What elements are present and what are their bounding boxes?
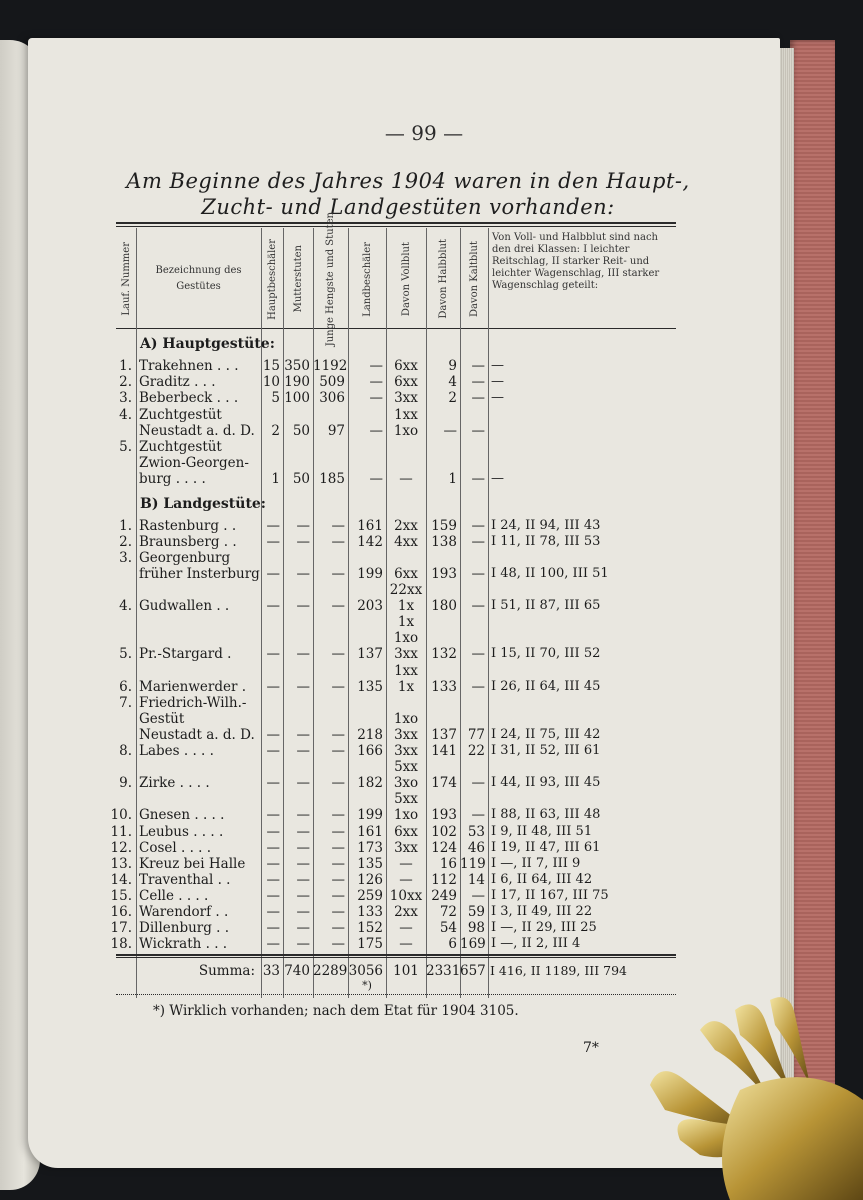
header-name: Bezeichnung des Gestütes [155, 265, 242, 292]
row-b-k: — [471, 678, 485, 695]
row-b-m: — [296, 920, 310, 937]
header-halb [426, 230, 460, 328]
row-a-voll: — [399, 471, 413, 488]
row-b-m: — [296, 807, 310, 824]
row-b-m: — [296, 823, 310, 840]
row-b-k: — [471, 598, 485, 615]
header-bottom-rule [116, 328, 676, 329]
total-l: 3056 [348, 963, 383, 979]
row-b-j: — [331, 743, 345, 759]
header-halb-label: Davon Halbblut [437, 239, 449, 319]
row-b-m: — [296, 936, 310, 953]
row-b-h: — [266, 517, 280, 534]
total-klassen: I 416, II 1189, III 794 [490, 963, 627, 978]
row-b-klassen: I 44, II 93, III 45 [491, 775, 601, 791]
row-b-hb: 112 [431, 871, 457, 888]
row-b-h: — [266, 598, 280, 615]
row-b-name: Traventhal . . [139, 871, 231, 888]
row-b-nr: 12. [110, 839, 132, 856]
row-a-nr: 1. [119, 358, 132, 374]
row-b-k: — [471, 565, 485, 582]
row-b-name: Rastenburg . . [139, 517, 237, 534]
row-b-nr: 2. [119, 533, 132, 550]
row-b-m: — [296, 533, 310, 550]
row-a-name: Zwion-Georgen- [139, 455, 249, 472]
row-b-l: 173 [357, 839, 383, 856]
row-a-j: 185 [319, 471, 345, 488]
section-b-label: B) Landgestüte: [140, 495, 266, 512]
signature-mark: 7* [583, 1040, 599, 1056]
row-b-klassen: I 15, II 70, III 52 [491, 646, 601, 662]
row-b-m: — [296, 904, 310, 920]
row-b-m: — [296, 839, 310, 856]
row-a-l: — [369, 358, 383, 374]
row-b-klassen: I 17, II 167, III 75 [491, 887, 609, 903]
total-j: 2289 [313, 963, 348, 979]
row-b-klassen: I 51, II 87, III 65 [491, 598, 601, 614]
row-b-k: — [471, 775, 485, 792]
row-b-h: — [266, 839, 280, 856]
row-a-m: 350 [284, 358, 310, 374]
row-a-voll: 6xx [394, 358, 418, 374]
row-b-m: — [296, 855, 310, 872]
row-b-hb: 16 [439, 855, 457, 872]
row-b-nr: 8. [119, 743, 132, 759]
row-b-name: Pr.-Stargard . [139, 646, 232, 663]
header-nr-label: Lauf. Nummer [120, 242, 132, 316]
row-b-l: 203 [357, 598, 383, 615]
row-b-h: — [266, 887, 280, 904]
header-voll [386, 230, 426, 328]
section-a-label: A) Hauptgestüte: [140, 336, 275, 352]
row-a-klassen: — [491, 390, 504, 406]
row-b-name: Wickrath . . . [139, 936, 228, 953]
row-b-j: — [331, 920, 345, 937]
row-a-h: 10 [262, 374, 280, 391]
row-b-name: Zirke . . . . [139, 775, 210, 792]
row-a-klassen: — [491, 358, 504, 373]
row-a-nr: 3. [119, 390, 132, 407]
row-b-k: 53 [467, 823, 485, 840]
row-a-k: — [471, 422, 485, 439]
page-title [118, 168, 698, 220]
row-a-j: 97 [327, 422, 345, 439]
row-a-hb: 1 [448, 471, 457, 488]
row-b-m: — [296, 726, 310, 743]
row-a-nr: 5. [119, 439, 132, 455]
column-divider [136, 228, 137, 998]
row-b-name: Cosel . . . . [139, 839, 212, 856]
row-b-l: 126 [357, 871, 383, 888]
row-b-k: — [471, 533, 485, 550]
total-h: 33 [262, 963, 280, 979]
row-b-voll: — [399, 936, 413, 953]
row-b-name: Gnesen . . . . [139, 807, 225, 824]
row-b-klassen: I —, II 2, III 4 [491, 936, 581, 952]
row-b-j: — [331, 533, 345, 550]
row-b-name: Warendorf . . [139, 904, 229, 920]
row-b-k: 77 [467, 726, 485, 743]
row-b-h: — [266, 533, 280, 550]
row-b-j: — [331, 855, 345, 872]
row-b-j: — [331, 936, 345, 953]
title-line-1: Am Beginne des Jahres 1904 waren in den Haupt-, [126, 169, 690, 193]
header-nr [116, 230, 136, 328]
row-b-voll: — [399, 871, 413, 888]
row-a-h: 1 [271, 471, 280, 488]
row-b-voll: 1xo [393, 710, 419, 727]
row-b-name: Gestüt [139, 710, 185, 727]
row-b-hb: 137 [431, 726, 457, 743]
row-a-l: — [369, 374, 383, 391]
row-a-k: — [471, 358, 485, 374]
row-a-hb: — [443, 422, 457, 439]
bottom-rule [116, 994, 676, 995]
row-b-nr: 3. [119, 549, 132, 566]
row-b-klassen: I 48, II 100, III 51 [491, 565, 609, 581]
row-a-hb: 4 [448, 374, 457, 391]
row-b-k: 46 [467, 839, 485, 856]
row-a-klassen: — [491, 471, 504, 487]
row-b-voll: 1x [397, 598, 415, 615]
row-b-nr: 15. [110, 887, 132, 904]
row-b-k: — [471, 517, 485, 534]
row-b-hb: 124 [431, 839, 457, 856]
row-b-klassen: I 19, II 47, III 61 [491, 839, 601, 855]
row-b-nr: 5. [119, 646, 132, 663]
row-b-m: — [296, 887, 310, 904]
row-b-k: — [471, 887, 485, 904]
row-b-nr: 9. [119, 775, 132, 792]
row-b-voll: 1x [397, 678, 415, 695]
row-b-hb: 133 [431, 678, 457, 695]
row-b-voll: 3xx [394, 743, 418, 759]
row-a-name: Trakehnen . . . [139, 358, 239, 374]
row-b-h: — [266, 565, 280, 582]
row-b-j: — [331, 598, 345, 615]
row-b-name: Friedrich-Wilh.- [139, 694, 247, 711]
row-b-name: Neustadt a. d. D. [139, 726, 255, 743]
row-b-h: — [266, 807, 280, 824]
header-mutter-label: Mutterstuten [292, 245, 304, 313]
table-top-rule-thin [116, 226, 676, 227]
row-b-hb: 249 [431, 887, 457, 904]
row-b-h: — [266, 646, 280, 663]
total-k: 657 [460, 963, 486, 979]
row-a-j: 1192 [313, 358, 348, 374]
total-note: *) [362, 979, 372, 992]
row-b-l: 135 [357, 855, 383, 872]
row-b-nr: 4. [119, 598, 132, 615]
row-b-k: 14 [467, 871, 485, 888]
row-b-j: — [331, 904, 345, 920]
row-b-nr: 17. [110, 920, 132, 937]
row-b-hb: 132 [431, 646, 457, 663]
row-b-name: Celle . . . . [139, 887, 209, 904]
row-b-voll: — [399, 855, 413, 872]
row-a-name: Graditz . . . [139, 374, 216, 391]
row-a-k: — [471, 374, 485, 391]
row-a-hb: 2 [448, 390, 457, 407]
row-b-h: — [266, 871, 280, 888]
row-b-voll: 1xo [393, 630, 419, 647]
row-b-m: — [296, 775, 310, 792]
row-a-h: 5 [271, 390, 280, 407]
row-a-name: Neustadt a. d. D. [139, 422, 255, 439]
row-b-hb: 54 [439, 920, 457, 937]
row-b-nr: 16. [110, 904, 132, 920]
footnote: *) Wirklich vorhanden; nach dem Etat für 1904 3105. [153, 1003, 519, 1019]
total-label: Summa: [198, 963, 255, 979]
total-m: 740 [284, 963, 310, 979]
row-a-m: 50 [292, 471, 310, 488]
row-b-l: 133 [357, 904, 383, 920]
row-b-hb: 159 [431, 517, 457, 534]
row-a-voll: 6xx [394, 374, 418, 391]
row-b-h: — [266, 936, 280, 953]
row-b-name: Leubus . . . . [139, 823, 224, 840]
row-b-hb: 141 [431, 743, 457, 759]
row-b-m: — [296, 871, 310, 888]
row-b-voll: 2xx [394, 517, 418, 534]
row-b-k: 59 [467, 904, 485, 920]
row-a-l: — [369, 422, 383, 439]
row-a-name: Beberbeck . . . [139, 390, 239, 407]
row-a-nr: 4. [119, 406, 132, 423]
row-b-h: — [266, 743, 280, 759]
row-b-m: — [296, 646, 310, 663]
header-voll-label: Davon Vollblut [400, 241, 412, 317]
row-b-name: Kreuz bei Halle [139, 855, 246, 872]
row-b-m: — [296, 598, 310, 615]
row-a-j: 306 [319, 390, 345, 407]
row-b-l: 182 [357, 775, 383, 792]
row-b-j: — [331, 871, 345, 888]
row-b-nr: 10. [110, 807, 132, 824]
row-b-voll: 1x [397, 614, 415, 631]
row-b-voll: 3xx [394, 839, 418, 856]
sum-rule [116, 954, 676, 956]
row-b-hb: 72 [439, 904, 457, 920]
row-a-k: — [471, 471, 485, 488]
row-b-nr: 14. [110, 871, 132, 888]
row-b-l: 175 [357, 936, 383, 953]
row-b-l: 218 [357, 726, 383, 743]
row-b-nr: 7. [119, 694, 132, 711]
header-haupt [261, 230, 283, 328]
row-b-name: Marienwerder . [139, 678, 246, 695]
row-b-k: 169 [460, 936, 486, 953]
row-b-name: Dillenburg . . [139, 920, 230, 937]
row-b-voll: 1xo [393, 807, 419, 824]
header-klassen: Von Voll- und Halbblut sind nach den drei Klassen: I leichter Reitschlag, II starker Reit- und leichter Wagenschlag, III starker Wagenschlag geteilt: [492, 232, 660, 291]
row-b-h: — [266, 726, 280, 743]
row-b-voll: — [399, 920, 413, 937]
row-b-k: 22 [467, 743, 485, 759]
row-b-j: — [331, 726, 345, 743]
row-a-m: 50 [292, 422, 310, 439]
row-b-voll: 1xx [394, 662, 418, 679]
row-a-klassen: — [491, 374, 504, 390]
row-b-j: — [331, 839, 345, 856]
row-b-nr: 11. [110, 823, 132, 840]
row-b-l: 259 [357, 887, 383, 904]
row-b-klassen: I 26, II 64, III 45 [491, 678, 601, 694]
book-cover [790, 40, 835, 1140]
row-a-j: 509 [319, 374, 345, 391]
row-b-l: 161 [357, 517, 383, 534]
row-b-name: Braunsberg . . [139, 533, 237, 550]
row-b-hb: 138 [431, 533, 457, 550]
row-a-h: 15 [262, 358, 280, 374]
row-b-hb: 102 [431, 823, 457, 840]
row-b-l: 137 [357, 646, 383, 663]
row-b-j: — [331, 646, 345, 663]
row-b-m: — [296, 517, 310, 534]
total-hb: 2331 [426, 963, 461, 979]
row-b-hb: 193 [431, 807, 457, 824]
row-b-j: — [331, 678, 345, 695]
row-b-klassen: I 3, II 49, III 22 [491, 904, 593, 919]
row-b-k: — [471, 646, 485, 663]
header-junge-label: Junge Hengste und Stuten [325, 211, 336, 347]
row-b-voll: 6xx [394, 823, 418, 840]
row-b-h: — [266, 823, 280, 840]
row-b-klassen: I 6, II 64, III 42 [491, 871, 593, 887]
row-b-voll: 3xx [394, 726, 418, 743]
row-b-l: 135 [357, 678, 383, 695]
row-b-m: — [296, 565, 310, 582]
row-b-k: — [471, 807, 485, 824]
header-land [348, 230, 386, 328]
row-b-j: — [331, 807, 345, 824]
row-b-voll: 5xx [394, 791, 418, 808]
row-a-h: 2 [271, 422, 280, 439]
header-mutter [283, 230, 313, 328]
row-b-voll: 6xx [394, 565, 418, 582]
row-b-klassen: I 88, II 63, III 48 [491, 807, 601, 823]
row-a-m: 190 [284, 374, 310, 391]
row-b-voll: 2xx [394, 904, 418, 920]
row-b-hb: 6 [448, 936, 457, 953]
row-b-voll: 10xx [389, 887, 423, 904]
row-b-voll: 22xx [389, 582, 423, 598]
row-b-nr: 6. [119, 678, 132, 695]
table-top-rule [116, 222, 676, 224]
row-b-j: — [331, 565, 345, 582]
row-b-m: — [296, 678, 310, 695]
header-land-label: Landbeschäler [361, 241, 373, 317]
row-a-k: — [471, 390, 485, 407]
row-b-l: 152 [357, 920, 383, 937]
row-b-l: 199 [357, 807, 383, 824]
row-b-h: — [266, 920, 280, 937]
row-b-l: 161 [357, 823, 383, 840]
row-b-hb: 193 [431, 565, 457, 582]
row-b-nr: 18. [110, 936, 132, 953]
row-b-klassen: I 11, II 78, III 53 [491, 533, 601, 549]
row-b-h: — [266, 775, 280, 792]
row-a-name: Zuchtgestüt [139, 406, 222, 423]
row-b-h: — [266, 904, 280, 920]
row-b-h: — [266, 678, 280, 695]
row-b-nr: 1. [119, 517, 132, 534]
header-junge [313, 211, 348, 347]
row-b-nr: 13. [110, 855, 132, 872]
row-b-j: — [331, 775, 345, 792]
row-b-l: 142 [357, 533, 383, 550]
row-a-name: Zuchtgestüt [139, 439, 222, 455]
row-b-l: 199 [357, 565, 383, 582]
row-b-name: früher Insterburg [139, 565, 260, 582]
row-b-k: 119 [460, 855, 486, 872]
row-b-h: — [266, 855, 280, 872]
row-b-j: — [331, 823, 345, 840]
row-b-klassen: I —, II 7, III 9 [491, 855, 581, 871]
row-b-klassen: I 9, II 48, III 51 [491, 823, 593, 839]
row-b-m: — [296, 743, 310, 759]
row-b-klassen: I 24, II 94, III 43 [491, 517, 601, 533]
row-b-klassen: I 31, II 52, III 61 [491, 743, 601, 758]
row-b-hb: 174 [431, 775, 457, 792]
row-a-l: — [369, 390, 383, 407]
header-kalt [460, 230, 488, 328]
row-a-nr: 2. [119, 374, 132, 391]
page-number: — 99 — [384, 121, 464, 145]
row-b-klassen: I 24, II 75, III 42 [491, 726, 601, 742]
row-b-name: Georgenburg [139, 549, 231, 566]
row-a-voll: 1xo [393, 422, 419, 439]
row-b-hb: 180 [431, 598, 457, 615]
total-voll: 101 [393, 963, 419, 979]
header-haupt-label: Hauptbeschäler [266, 238, 278, 320]
row-b-j: — [331, 517, 345, 534]
row-b-name: Labes . . . . [139, 743, 214, 759]
row-b-name: Gudwallen . . [139, 598, 230, 615]
header-kalt-label: Davon Kaltblut [468, 241, 480, 317]
row-a-hb: 9 [448, 358, 457, 374]
row-b-l: 166 [357, 743, 383, 759]
row-b-j: — [331, 887, 345, 904]
row-b-voll: 5xx [394, 759, 418, 776]
row-a-voll: 1xx [394, 406, 418, 423]
title-line-2: Zucht- und Landgestüten vorhanden: [201, 195, 615, 219]
row-a-name: burg . . . . [139, 471, 206, 488]
row-b-k: 98 [467, 920, 485, 937]
row-b-voll: 3xx [394, 646, 418, 663]
row-b-klassen: I —, II 29, III 25 [491, 920, 597, 936]
row-b-voll: 3xo [393, 775, 419, 792]
column-divider [488, 228, 489, 998]
sum-rule-thin [116, 957, 676, 958]
row-a-l: — [369, 471, 383, 488]
row-a-voll: 3xx [394, 390, 418, 407]
row-b-voll: 4xx [394, 533, 418, 550]
brass-hand-bookend [640, 990, 863, 1200]
row-a-m: 100 [284, 390, 310, 407]
